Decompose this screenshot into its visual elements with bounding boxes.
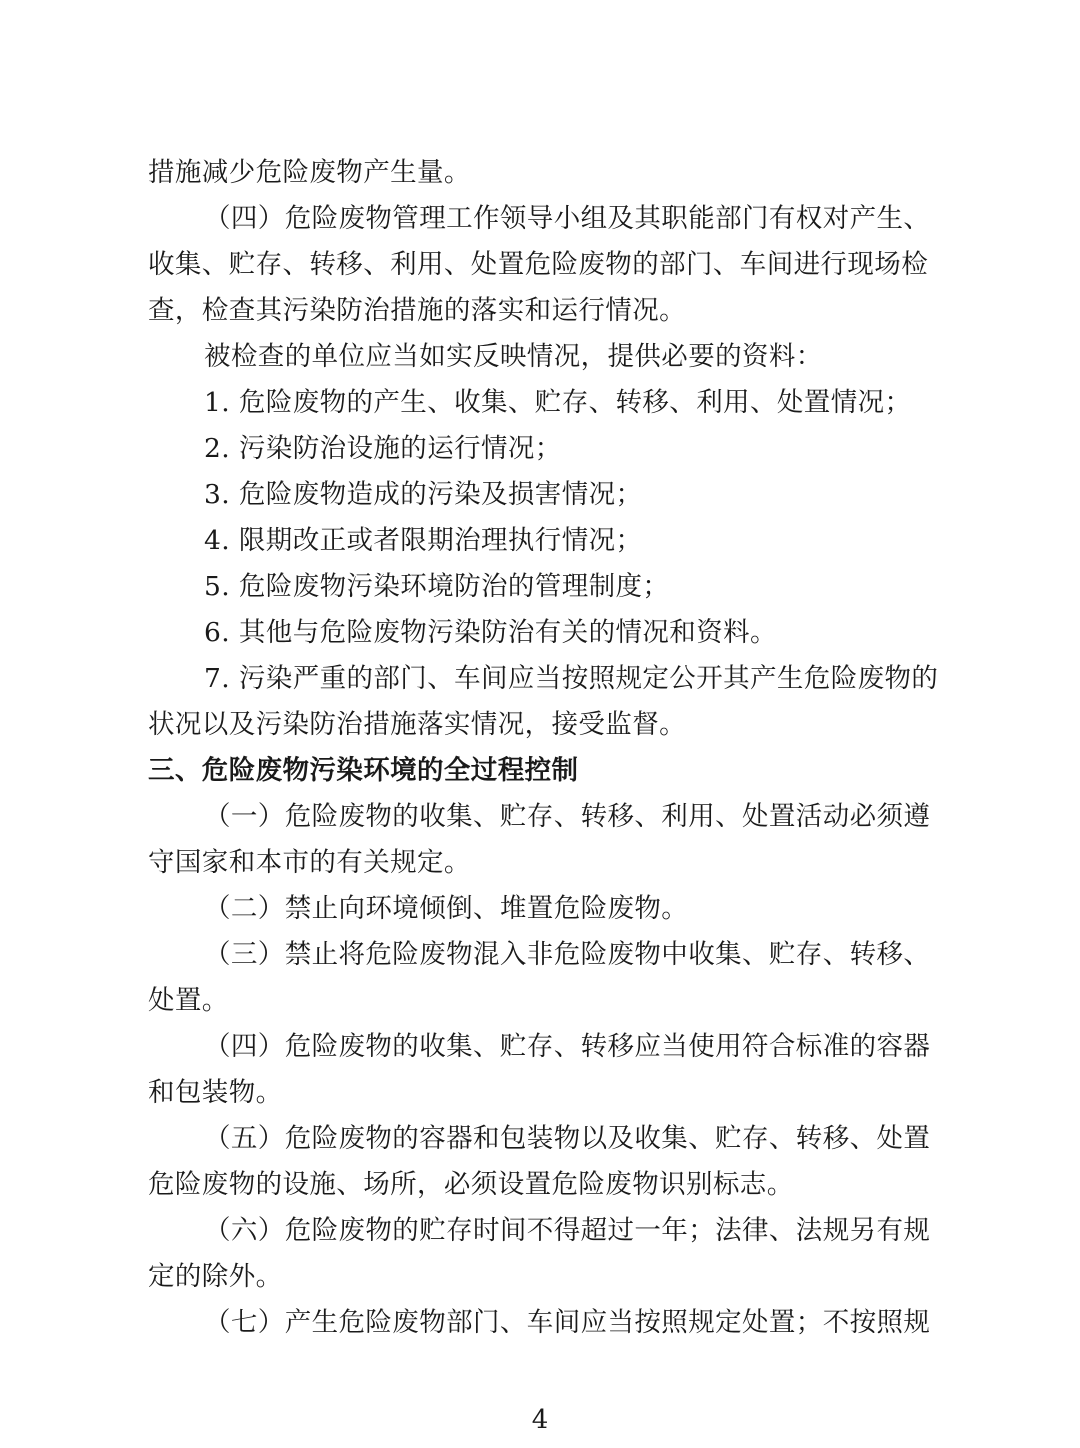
text-line: 被检查的单位应当如实反映情况，提供必要的资料： [204, 341, 823, 372]
text-line: （一）危险废物的收集、贮存、转移、利用、处置活动必须遵 [204, 801, 931, 832]
text-line: 和包装物。 [148, 1077, 283, 1108]
text-line: 3. 危险废物造成的污染及损害情况； [204, 479, 643, 510]
text-line: （五）危险废物的容器和包装物以及收集、贮存、转移、处置 [204, 1123, 931, 1154]
text-line: 收集、贮存、转移、利用、处置危险废物的部门、车间进行现场检 [148, 249, 929, 280]
text-line: 5. 危险废物污染环境防治的管理制度； [204, 571, 670, 602]
text-line: 7. 污染严重的部门、车间应当按照规定公开其产生危险废物的 [204, 663, 939, 694]
text-line: 措施减少危险废物产生量。 [148, 157, 471, 188]
text-line: 状况以及污染防治措施落实情况，接受监督。 [148, 709, 686, 740]
text-line: 1. 危险废物的产生、收集、贮存、转移、利用、处置情况； [204, 387, 912, 418]
document-body [148, 150, 938, 1346]
text-line: （七）产生危险废物部门、车间应当按照规定处置；不按照规 [204, 1307, 931, 1338]
text-line: （四）危险废物管理工作领导小组及其职能部门有权对产生、 [204, 203, 931, 234]
text-line: 处置。 [148, 985, 229, 1016]
text-line: 危险废物的设施、场所，必须设置危险废物识别标志。 [148, 1169, 794, 1200]
text-line: （三）禁止将危险废物混入非危险废物中收集、贮存、转移、 [204, 939, 931, 970]
text-line: （二）禁止向环境倾倒、堆置危险废物。 [204, 893, 689, 924]
text-line: （六）危险废物的贮存时间不得超过一年；法律、法规另有规 [204, 1215, 931, 1246]
page-number: 4 [531, 1405, 549, 1435]
text-line: 查，检查其污染防治措施的落实和运行情况。 [148, 295, 686, 326]
text-line: 定的除外。 [148, 1261, 283, 1292]
text-line: 守国家和本市的有关规定。 [148, 847, 471, 878]
text-line: 6. 其他与危险废物污染防治有关的情况和资料。 [204, 617, 777, 648]
section-heading: 三、危险废物污染环境的全过程控制 [148, 755, 579, 786]
text-line: 4. 限期改正或者限期治理执行情况； [204, 525, 643, 556]
text-line: （四）危险废物的收集、贮存、转移应当使用符合标准的容器 [204, 1031, 931, 1062]
text-line: 2. 污染防治设施的运行情况； [204, 433, 562, 464]
